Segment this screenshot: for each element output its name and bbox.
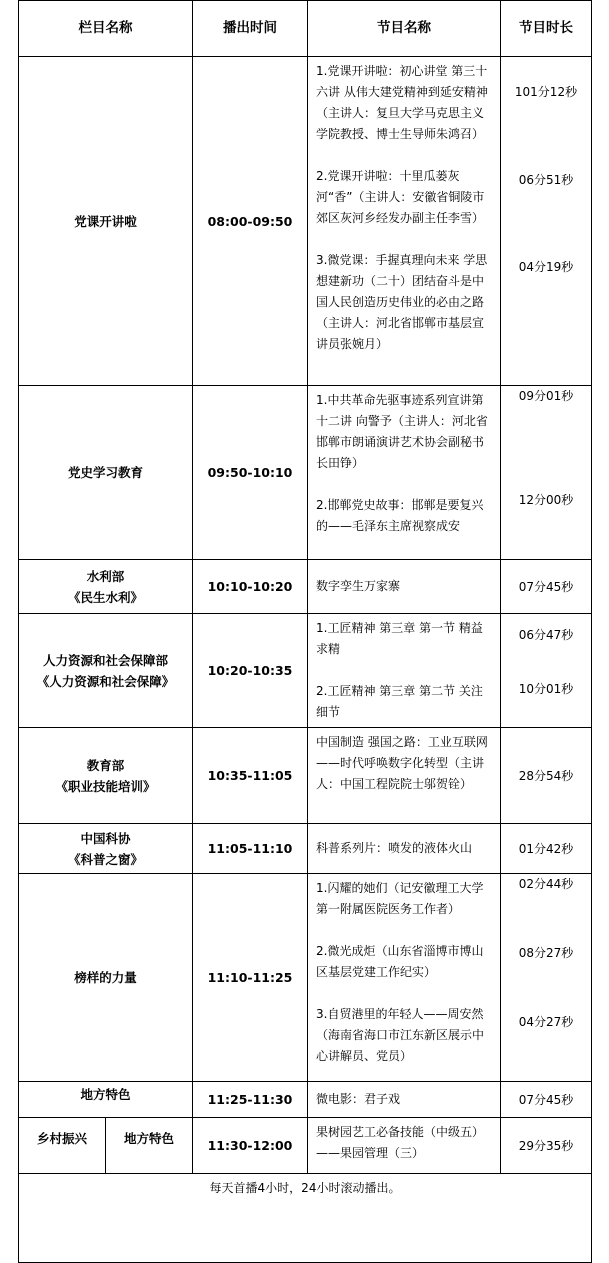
program-list xyxy=(308,728,501,824)
column-name-part: 乡村振兴 xyxy=(19,1118,106,1174)
program-item: 微电影：君子戏 xyxy=(316,1092,401,1106)
duration-cell xyxy=(501,57,592,386)
table-row xyxy=(19,560,592,614)
program-item: 1.闪耀的她们（记安徽理工大学第一附属医院医务工作者） xyxy=(316,881,484,916)
column-name xyxy=(19,728,193,824)
header-row xyxy=(19,1,592,57)
program-item: 2.工匠精神 第三章 第二节 关注细节 xyxy=(316,684,483,719)
column-name xyxy=(19,560,193,614)
duration-value: 04分27秒 xyxy=(518,1015,574,1029)
duration-value: 07分45秒 xyxy=(518,579,574,594)
program-list xyxy=(308,824,501,874)
duration-value: 08分27秒 xyxy=(518,946,574,960)
column-name-line: 教育部 xyxy=(86,757,125,773)
column-name xyxy=(19,824,193,874)
header-air-time: 播出时间 xyxy=(193,1,308,57)
program-item: 1.中共革命先驱事迹系列宣讲第十二讲 向警予（主讲人：河北省邯郸市朗诵演讲艺术协会副秘书长田铮） xyxy=(316,393,488,470)
column-name: 榜样的力量 xyxy=(19,874,193,1082)
column-name-line: 水利部 xyxy=(86,568,125,584)
air-time: 08:00-09:50 xyxy=(193,57,308,386)
footer-row xyxy=(19,1174,592,1263)
air-time: 11:25-11:30 xyxy=(193,1082,308,1118)
duration-value: 01分42秒 xyxy=(518,841,574,856)
column-name-line: 《人力资源和社会保障》 xyxy=(36,673,175,689)
program-item: 2.党课开讲啦：十里瓜蒌灰河“香”（主讲人：安徽省铜陵市郊区灰河乡经发办副主任李雪） xyxy=(316,169,485,225)
program-list xyxy=(308,386,501,560)
duration-value: 06分47秒 xyxy=(518,628,574,642)
duration-cell xyxy=(501,824,592,874)
duration-value: 29分35秒 xyxy=(518,1138,574,1153)
column-name-part: 地方特色 xyxy=(106,1118,193,1174)
table-row xyxy=(19,57,592,386)
program-item: 2.微光成炬（山东省淄博市博山区基层党建工作纪实） xyxy=(316,944,484,979)
duration-value: 101分12秒 xyxy=(514,85,578,99)
header-column-name: 栏目名称 xyxy=(19,1,193,57)
duration-value: 02分44秒 xyxy=(518,877,574,891)
table-row xyxy=(19,614,592,728)
duration-cell xyxy=(501,1082,592,1118)
air-time: 10:20-10:35 xyxy=(193,614,308,728)
program-item: 数字孪生万家寨 xyxy=(316,579,401,593)
column-name-line: 《职业技能培训》 xyxy=(55,778,156,794)
air-time: 11:10-11:25 xyxy=(193,874,308,1082)
program-item: 2.邯郸党史故事：邯郸是要复兴的——毛泽东主席视察成安 xyxy=(316,498,484,533)
program-list xyxy=(308,874,501,1082)
header-duration: 节目时长 xyxy=(501,1,592,57)
duration-value: 28分54秒 xyxy=(518,768,574,783)
column-name-line: 中国科协 xyxy=(80,830,131,846)
duration-value: 09分01秒 xyxy=(518,389,574,403)
air-time: 09:50-10:10 xyxy=(193,386,308,560)
duration-cell xyxy=(501,386,592,560)
duration-cell xyxy=(501,560,592,614)
table-row xyxy=(19,386,592,560)
column-name: 党课开讲啦 xyxy=(19,57,193,386)
duration-value: 07分45秒 xyxy=(518,1092,574,1107)
table-row xyxy=(19,874,592,1082)
program-item: 中国制造 强国之路：工业互联网——时代呼唤数字化转型（主讲人：中国工程院院士邬贺铨） xyxy=(316,735,488,791)
table-row xyxy=(19,1082,592,1118)
duration-value: 04分19秒 xyxy=(518,260,574,274)
schedule-table xyxy=(18,0,592,1263)
program-item: 科普系列片：喷发的液体火山 xyxy=(316,841,473,855)
table-row xyxy=(19,1118,592,1174)
schedule-page xyxy=(18,0,591,1263)
program-item: 1.工匠精神 第三章 第一节 精益求精 xyxy=(316,621,483,656)
duration-value: 10分01秒 xyxy=(518,682,574,696)
duration-value: 12分00秒 xyxy=(518,493,574,507)
table-row xyxy=(19,824,592,874)
duration-cell xyxy=(501,614,592,728)
column-name-line: 《科普之窗》 xyxy=(67,851,143,867)
air-time: 10:10-10:20 xyxy=(193,560,308,614)
program-list xyxy=(308,560,501,614)
column-name-line: 人力资源和社会保障部 xyxy=(42,652,168,668)
column-name: 党史学习教育 xyxy=(19,386,193,560)
program-item: 3.微党课：手握真理向未来 学思想建新功（二十）团结奋斗是中国人民创造历史伟业的必由之路（主讲人：河北省邯郸市基层宣讲员张婉月） xyxy=(316,253,488,351)
program-list xyxy=(308,57,501,386)
column-name: 地方特色 xyxy=(19,1082,193,1118)
table-row xyxy=(19,728,592,824)
program-list xyxy=(308,614,501,728)
air-time: 11:30-12:00 xyxy=(193,1118,308,1174)
duration-cell xyxy=(501,728,592,824)
air-time: 11:05-11:10 xyxy=(193,824,308,874)
air-time: 10:35-11:05 xyxy=(193,728,308,824)
column-name-line: 《民生水利》 xyxy=(67,589,143,605)
footer-note: 每天首播4小时，24小时滚动播出。 xyxy=(19,1174,592,1263)
program-item: 3.自贸港里的年轻人——周安然（海南省海口市江东新区展示中心讲解员、党员） xyxy=(316,1007,485,1063)
duration-cell xyxy=(501,1118,592,1174)
duration-value: 06分51秒 xyxy=(518,173,574,187)
program-item: 果树园艺工必备技能（中级五）——果园管理（三） xyxy=(316,1125,485,1160)
program-list xyxy=(308,1118,501,1174)
column-name xyxy=(19,614,193,728)
program-list xyxy=(308,1082,501,1118)
program-item: 1.党课开讲啦：初心讲堂 第三十六讲 从伟大建党精神到延安精神（主讲人：复旦大学马克思主义学院教授、博士生导师朱鸿召） xyxy=(316,64,488,141)
duration-cell xyxy=(501,874,592,1082)
header-program-name: 节目名称 xyxy=(308,1,501,57)
